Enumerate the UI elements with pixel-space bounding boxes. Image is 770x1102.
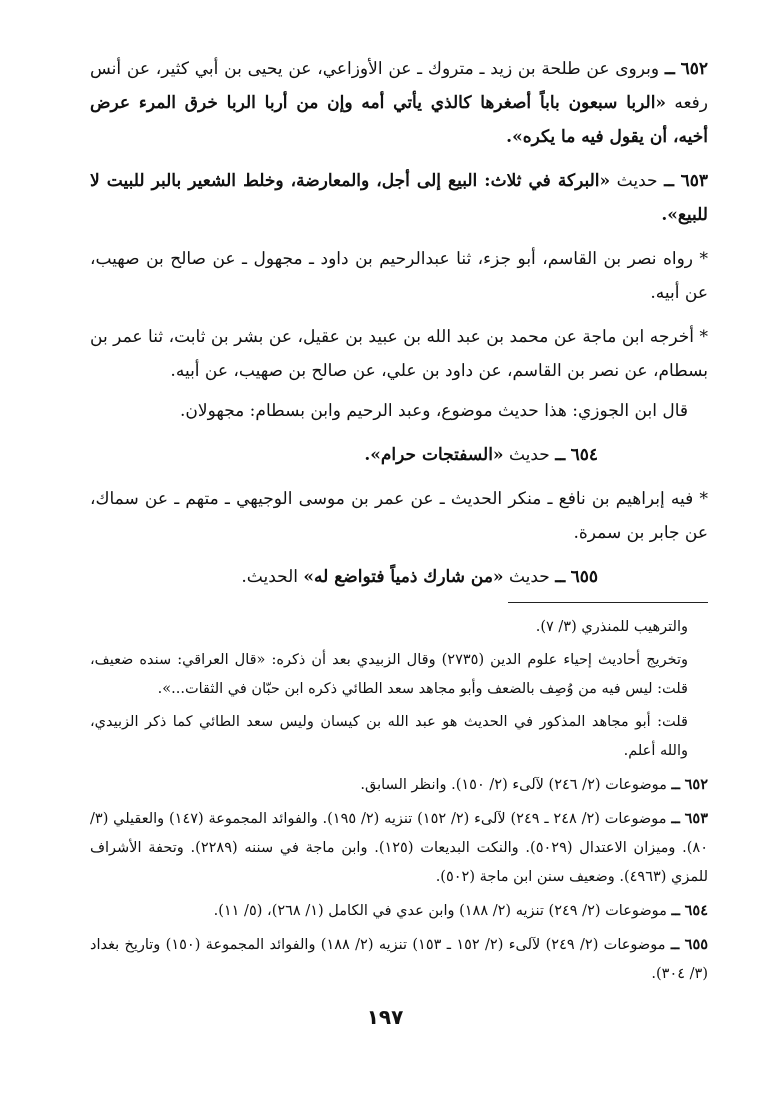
hadith-number: ٦٥٢: [680, 59, 709, 79]
hadith-intro: وبروى عن طلحة بن زيد ـ متروك ـ عن الأوزاعي، عن يحيى بن أبي كثير، عن أنس رفعه: [90, 59, 708, 113]
hadith-tail: الحديث.: [241, 567, 298, 587]
footnote-text: موضوعات (٢/ ٢٤٦) لآلىء (٢/ ١٥٠). وانظر السابق.: [360, 777, 667, 793]
hadith-text: «من شارك ذمياً فتواضع له»: [303, 567, 504, 587]
footnote-line: والترهيب للمنذري (٣/ ٧).: [535, 619, 688, 635]
hadith-intro: حديث: [616, 171, 658, 191]
footnote-number: ٦٥٣: [684, 810, 709, 827]
commentary-paragraph: قال ابن الجوزي: هذا حديث موضوع، وعبد الرحيم وابن بسطام: مجهولان.: [180, 401, 688, 421]
footnote-number: ٦٥٢: [684, 776, 708, 793]
page-body: [90, 52, 708, 993]
hadith-text: «الربا سبعون باباً أصغرها كالذي يأتي أمه وإن من أربا الربا خرق المرء عرض أخيه، أن يقول فيه ما يكره».: [90, 93, 708, 147]
footnote-654: [90, 896, 708, 926]
footnote-653: [90, 804, 708, 892]
footnote-number: ٦٥٥: [684, 936, 709, 953]
dash: ــ: [671, 902, 681, 919]
commentary-paragraph: * رواه نصر بن القاسم، أبو جزء، ثنا عبدالرحيم بن داود ـ مجهول ـ عن صالح بن صهيب، عن أبيه.: [90, 249, 708, 303]
dash: ــ: [664, 59, 675, 79]
hadith-intro: حديث: [508, 567, 550, 587]
hadith-text: «البركة في ثلاث: البيع إلى أجل، والمعارضة، وخلط الشعير بالبر للبيت لا للبيع».: [90, 171, 708, 225]
footnote-text: موضوعات (٢/ ٢٤٩) تنزيه (٢/ ١٨٨) وابن عدي في الكامل (١/ ٢٦٨)، (٥/ ١١).: [213, 903, 667, 919]
footnote-line: قلت: أبو مجاهد المذكور في الحديث هو عبد الله بن كيسان وليس سعد الطائي كما ذكر الزبيدي، والله أعلم.: [90, 714, 688, 759]
footnote-separator: [508, 602, 708, 603]
footnote-number: ٦٥٤: [684, 902, 708, 919]
page-number: ١٩٧: [366, 1005, 404, 1029]
hadith-text: «السفتجات حرام».: [364, 445, 504, 465]
dash: ــ: [664, 171, 675, 191]
dash: ــ: [671, 810, 680, 827]
hadith-number: ٦٥٣: [680, 171, 708, 191]
footnote-line: وتخريج أحاديث إحياء علوم الدين (٢٧٣٥) وقال الزبيدي بعد أن ذكره: «قال العراقي: سنده ضعيف، قلت: ليس فيه من وُصِف بالضعف وأبو مجاهد سعد الطائي ذكره ابن حبّان في الثقات...».: [90, 652, 688, 697]
dash: ــ: [555, 445, 566, 465]
hadith-655: [90, 560, 708, 594]
commentary-paragraph: * فيه إبراهيم بن نافع ـ منكر الحديث ـ عن عمر بن موسى الوجيهي ـ متهم ـ عن سماك، عن جابر بن سمرة.: [90, 489, 708, 543]
dash: ــ: [671, 776, 681, 793]
dash: ــ: [670, 936, 680, 953]
hadith-652: [90, 52, 708, 154]
footnote-652: [90, 770, 708, 800]
footnote-text: موضوعات (٢/ ٢٤٩) لآلىء (٢/ ١٥٢ ـ ١٥٣) تنزيه (٢/ ١٨٨) والفوائد المجموعة (١٥٠) وتاريخ بغداد (٣/ ٣٠٤).: [90, 937, 708, 982]
hadith-intro: حديث: [508, 445, 550, 465]
footnote-text: موضوعات (٢/ ٢٤٨ ـ ٢٤٩) لآلىء (٢/ ١٥٢) تنزيه (٢/ ١٩٥). والفوائد المجموعة (١٤٧) والعقيلي (٣/ ٨٠). وميزان الاعتدال (٥٠٢٩). والنكت البديعات (١٢٥). وابن ماجة في سننه (٢٢٨٩). وتحفة الأشراف للمزي (٤٩٦٣). وضعيف سنن ابن ماجة (٥٠٢).: [90, 811, 708, 885]
hadith-number: ٦٥٥: [570, 567, 598, 587]
hadith-number: ٦٥٤: [570, 445, 598, 465]
footnote-655: [90, 930, 708, 989]
hadith-653: [90, 164, 708, 232]
dash: ــ: [555, 567, 566, 587]
commentary-paragraph: * أخرجه ابن ماجة عن محمد بن عبد الله بن عبيد بن عقيل، عن بشر بن ثابت، ثنا عمر بن بسطام، عن نصر بن القاسم، عن داود بن علي، عن صالح بن صهيب، عن أبيه.: [90, 327, 708, 381]
hadith-654: [90, 438, 708, 472]
